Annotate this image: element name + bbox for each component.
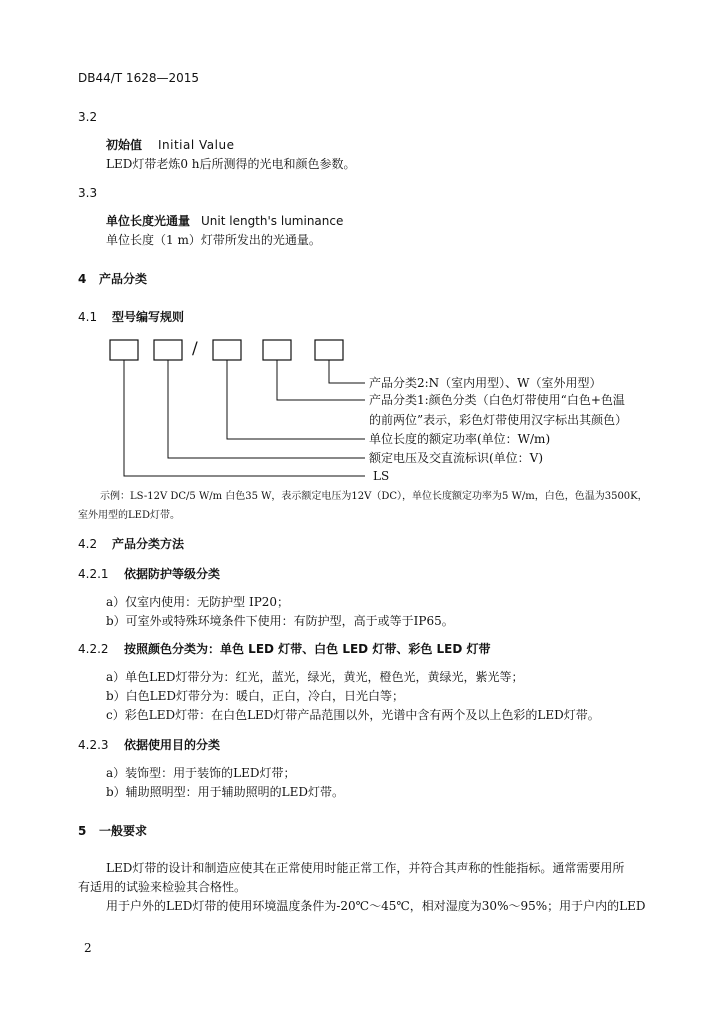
paragraph-5-line-2: 有适用的试验来检验其合格性。 (78, 880, 247, 894)
label-power: 单位长度的额定功率(单位：W/m) (369, 432, 551, 446)
term-3-2-cn: 初始值 (106, 138, 143, 152)
leader-class2 (329, 360, 365, 383)
label-class1-line1: 产品分类1:颜色分类（白色灯带使用“白色+色温 (369, 393, 625, 407)
list-item-4-2-3-a: a）装饰型：用于装饰的LED灯带； (106, 766, 296, 780)
section-number-4-2-3: 4.2.3 (78, 738, 109, 752)
code-box-class1 (263, 340, 291, 360)
section-title-4: 产品分类 (99, 272, 148, 286)
definition-3-2: LED灯带老炼0 h后所测得的光电和颜色参数。 (106, 157, 356, 171)
diagram-slash: / (192, 339, 198, 359)
definition-3-3: 单位长度（1 m）灯带所发出的光通量。 (106, 233, 321, 247)
section-title-4-2-1: 依据防护等级分类 (124, 567, 221, 581)
section-number-4: 4 (78, 272, 87, 286)
section-title-4-2-3: 依据使用目的分类 (124, 738, 221, 752)
term-3-2-en: Initial Value (158, 138, 235, 152)
section-number-5: 5 (78, 824, 87, 838)
list-item-4-2-2-a: a）单色LED灯带分为：红光，蓝光，绿光，黄光，橙色光，黄绿光，紫光等； (106, 670, 524, 684)
section-title-4-2: 产品分类方法 (112, 537, 185, 551)
section-number-3-3: 3.3 (78, 186, 98, 200)
paragraph-5-line-1: LED灯带的设计和制造应使其在正常使用时能正常工作，并符合其声称的性能指标。通常需要用所 (106, 861, 625, 875)
list-item-4-2-2-c: c）彩色LED灯带：在白色LED灯带产品范围以外，光谱中含有两个及以上色彩的LED灯带。 (106, 708, 600, 722)
document-code: DB44/T 1628—2015 (78, 71, 200, 85)
paragraph-5-line-3: 用于户外的LED灯带的使用环境温度条件为-20℃～45℃，相对湿度为30%～95%；用于户内的LED (106, 899, 646, 913)
section-title-4-1: 型号编写规则 (112, 310, 185, 324)
list-item-4-2-2-b: b）白色LED灯带分为：暖白，正白，冷白，日光白等； (106, 689, 405, 703)
code-box-prefix (110, 340, 138, 360)
leader-voltage (168, 360, 365, 458)
label-voltage: 额定电压及交直流标识(单位：V) (369, 451, 544, 465)
section-number-4-2: 4.2 (78, 537, 98, 551)
list-item-4-2-3-b: b）辅助照明型：用于辅助照明的LED灯带。 (106, 785, 345, 799)
term-3-3-cn: 单位长度光通量 (106, 214, 191, 228)
section-number-4-1: 4.1 (78, 310, 98, 324)
example-line-1: 示例：LS-12V DC/5 W/m 白色35 W，表示额定电压为12V（DC），单位长度额定功率为5 W/m，白色，色温为3500K， (100, 491, 648, 502)
page-number: 2 (84, 941, 92, 955)
list-item-4-2-1-a: a）仅室内使用：无防护型 IP20； (106, 595, 290, 609)
list-item-4-2-1-b: b）可室外或特殊环境条件下使用：有防护型，高于或等于IP65。 (106, 614, 454, 628)
code-box-class2 (315, 340, 343, 360)
label-class2: 产品分类2:N（室内用型）、W（室外用型） (369, 376, 602, 390)
example-line-2: 室外用型的LED灯带。 (78, 510, 180, 521)
section-number-4-2-2: 4.2.2 (78, 642, 109, 656)
section-number-3-2: 3.2 (78, 110, 98, 124)
section-title-5: 一般要求 (99, 824, 148, 838)
label-class1-line2: 的前两位”表示，彩色灯带使用汉字标出其颜色） (369, 413, 628, 427)
code-box-voltage (154, 340, 182, 360)
section-number-4-2-1: 4.2.1 (78, 567, 109, 581)
section-title-4-2-2: 按照颜色分类为：单色 LED 灯带、白色 LED 灯带、彩色 LED 灯带 (124, 642, 491, 656)
label-prefix: LS (373, 469, 390, 483)
term-3-3-en: Unit length's luminance (201, 214, 344, 228)
leader-class1 (277, 360, 365, 400)
code-box-power (213, 340, 241, 360)
